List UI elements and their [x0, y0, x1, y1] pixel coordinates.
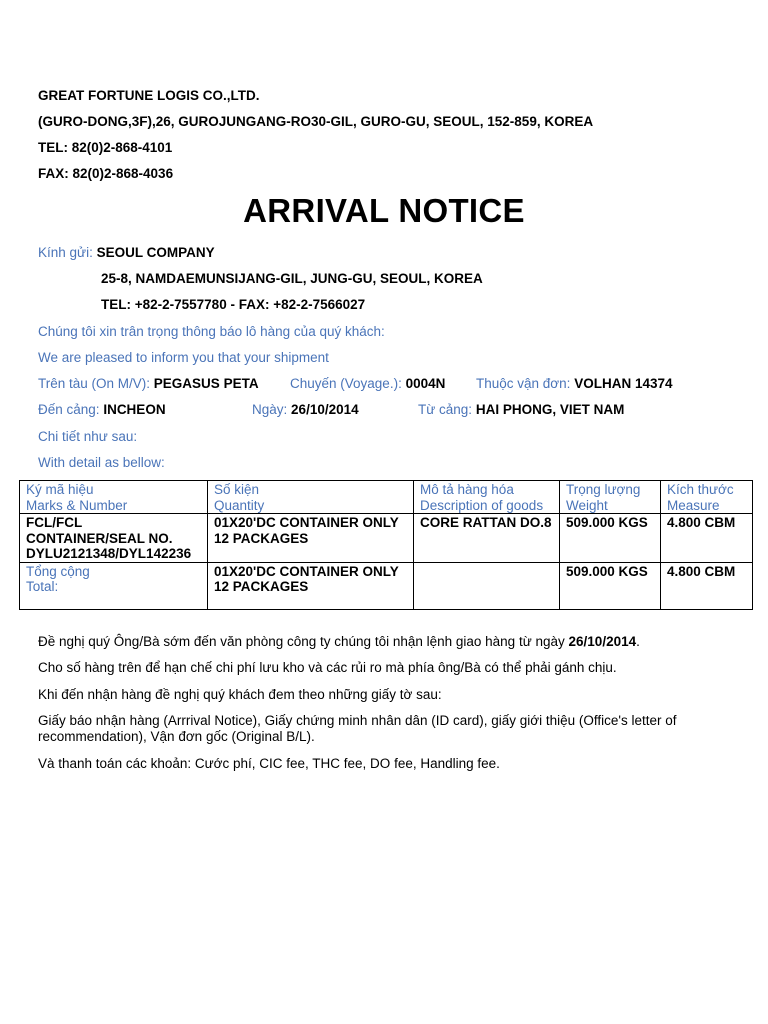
note-documents-list: Giấy báo nhận hàng (Arrrival Notice), Giấy chứng minh nhân dân (ID card), giấy giới thiệu (Office's letter of recommendation), Vận đơn gốc (Original B/L). — [38, 713, 677, 744]
date-field — [252, 402, 359, 417]
vessel-value: PEGASUS PETA — [153, 376, 259, 391]
header-weight: Trọng lượng Weight — [560, 481, 661, 514]
company-fax: FAX: 82(0)2-868-4036 — [38, 166, 174, 181]
recipient-name: SEOUL COMPANY — [96, 245, 215, 260]
voyage-label: Chuyến (Voyage.): — [290, 376, 402, 391]
intro-vi: Chúng tôi xin trân trọng thông báo lô hàng của quý khách: — [38, 324, 385, 339]
recipient-contact: TEL: +82-2-7557780 - FAX: +82-2-7566027 — [101, 297, 366, 312]
company-address: (GURO-DONG,3F),26, GUROJUNGANG-RO30-GIL, GURO-GU, SEOUL, 152-859, KOREA — [38, 114, 594, 129]
date-value: 26/10/2014 — [291, 402, 359, 417]
bl-label: Thuộc vận đơn: — [476, 376, 571, 391]
note-storage: Cho số hàng trên để hạn chế chi phí lưu kho và các rủi ro mà phía ông/Bà có thể phải gánh chịu. — [38, 660, 617, 675]
detail-vi: Chi tiết như sau: — [38, 429, 138, 444]
voyage-value: 0004N — [405, 376, 446, 391]
header-measure: Kích thước Measure — [661, 481, 753, 514]
note-documents-intro: Khi đến nhận hàng đề nghị quý khách đem theo những giấy tờ sau: — [38, 687, 442, 702]
cell-weight: 509.000 KGS — [560, 514, 661, 563]
arrival-port-label: Đến cảng: — [38, 402, 100, 417]
date-label: Ngày: — [252, 402, 288, 417]
pickup-date: 26/10/2014 — [568, 634, 637, 649]
total-description — [414, 562, 560, 609]
arrival-port-field — [38, 402, 166, 417]
detail-en: With detail as bellow: — [38, 455, 165, 470]
company-name: GREAT FORTUNE LOGIS CO.,LTD. — [38, 88, 260, 103]
header-marks: Ký mã hiệu Marks & Number — [20, 481, 208, 514]
vessel-field — [38, 376, 259, 391]
recipient-address: 25-8, NAMDAEMUNSIJANG-GIL, JUNG-GU, SEOUL, KOREA — [101, 271, 483, 286]
bl-field — [476, 376, 672, 391]
origin-port-label: Từ cảng: — [418, 402, 473, 417]
vessel-label: Trên tàu (On M/V): — [38, 376, 151, 391]
cell-description: CORE RATTAN DO.8 — [414, 514, 560, 563]
intro-en: We are pleased to inform you that your shipment — [38, 350, 329, 365]
total-quantity: 01X20'DC CONTAINER ONLY 12 PACKAGES — [208, 562, 414, 609]
header-description: Mô tả hàng hóa Description of goods — [414, 481, 560, 514]
cell-marks: FCL/FCL CONTAINER/SEAL NO. DYLU2121348/DYL142236 — [20, 514, 208, 563]
total-weight: 509.000 KGS — [560, 562, 661, 609]
total-label: Tổng cộng Total: — [20, 562, 208, 609]
note-pickup: Đề nghị quý Ông/Bà sớm đến văn phòng công ty chúng tôi nhận lệnh giao hàng từ ngày 26/10/2014. — [38, 634, 640, 649]
origin-port-field — [418, 402, 624, 417]
cargo-table — [19, 480, 753, 610]
recipient-line — [38, 245, 215, 260]
table-total-row — [20, 562, 753, 609]
bl-value: VOLHAN 14374 — [574, 376, 673, 391]
arrival-port-value: INCHEON — [103, 402, 166, 417]
document-title: ARRIVAL NOTICE — [243, 192, 525, 229]
cell-quantity: 01X20'DC CONTAINER ONLY 12 PACKAGES — [208, 514, 414, 563]
table-row — [20, 514, 753, 563]
table-header-row — [20, 481, 753, 514]
company-tel: TEL: 82(0)2-868-4101 — [38, 140, 173, 155]
recipient-label: Kính gửi: — [38, 245, 93, 260]
note-payment: Và thanh toán các khoản: Cước phí, CIC fee, THC fee, DO fee, Handling fee. — [38, 756, 500, 771]
origin-port-value: HAI PHONG, VIET NAM — [475, 402, 625, 417]
voyage-field — [290, 376, 445, 391]
total-measure: 4.800 CBM — [661, 562, 753, 609]
header-quantity: Số kiện Quantity — [208, 481, 414, 514]
cell-measure: 4.800 CBM — [661, 514, 753, 563]
